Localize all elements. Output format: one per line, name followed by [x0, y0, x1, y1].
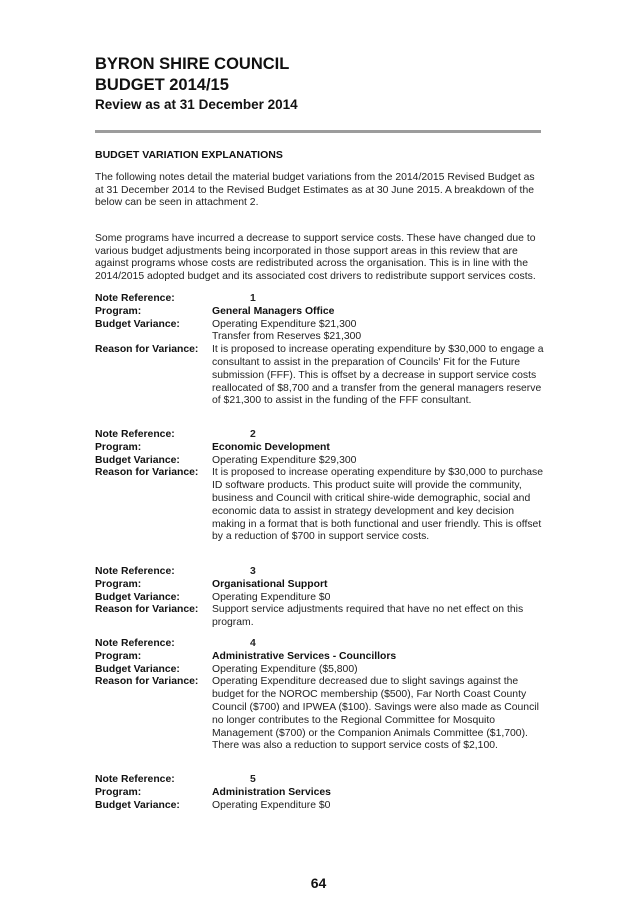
note-reference-label: Note Reference:: [95, 429, 175, 440]
budget-variance-label: Budget Variance:: [95, 663, 180, 675]
reason-label: Reason for Variance:: [95, 467, 199, 479]
note-reference-value: 5: [250, 774, 256, 785]
note-reference-label: Note Reference:: [95, 638, 175, 649]
reason-value: Operating Expenditure decreased due to slight savings against the budget for the NOROC membership ($500), Far North Coast County Council ($700) and IPWEA ($100). Savings were also made as Council no longer contributes to the Regional Committee for Mosquito Management ($700) or the Companion Animals Committee ($1,700). There was also a reduction to support service costs of $2,100.: [212, 676, 539, 752]
header-divider: [95, 130, 541, 133]
program-label: Program:: [95, 650, 142, 662]
program-value: Organisational Support: [212, 578, 328, 590]
variance-line: Operating Expenditure $21,300: [212, 318, 357, 330]
page-number: 64: [310, 875, 327, 891]
variation-note-2: [95, 429, 545, 544]
reason-value: It is proposed to increase operating expenditure by $30,000 to purchase ID software products. This product suite will provide the community, business and Council with critical shire-wide demographic, social and economic data to assist in strategy development and key decision making in a format that is both functional and user friendly. This is offset by a reduction of $700 in support service costs.: [212, 467, 543, 543]
variation-note-5: [95, 774, 545, 812]
reason-label: Reason for Variance:: [95, 344, 199, 356]
program-value: General Managers Office: [212, 305, 335, 317]
budget-variance-value: Operating Expenditure $0: [212, 799, 331, 811]
variation-note-4: [95, 638, 545, 753]
program-label: Program:: [95, 305, 142, 317]
variation-note-1: [95, 293, 545, 408]
budget-title: BUDGET 2014/15: [95, 76, 229, 94]
note-reference-label: Note Reference:: [95, 774, 175, 785]
budget-variance-label: Budget Variance:: [95, 318, 180, 330]
note-reference-value: 2: [250, 429, 256, 440]
support-costs-paragraph: Some programs have incurred a decrease to support service costs. These have changed due to various budget adjustments being incorporated in those support areas in this review that are against programs whose costs are redistributed across the organisation. This is in line with the 2014/2015 adopted budget and its associated cost drivers to redistribute support services costs.: [95, 233, 536, 283]
review-subtitle: Review as at 31 December 2014: [95, 97, 298, 112]
reason-value: Support service adjustments required that have no net effect on this program.: [212, 604, 524, 629]
program-value: Administration Services: [212, 786, 331, 798]
section-title: BUDGET VARIATION EXPLANATIONS: [95, 149, 283, 161]
reason-label: Reason for Variance:: [95, 676, 199, 688]
budget-variance-value: Operating Expenditure $0: [212, 591, 331, 603]
program-label: Program:: [95, 441, 142, 453]
note-reference-label: Note Reference:: [95, 293, 175, 304]
budget-variance-value: Operating Expenditure $29,300: [212, 454, 357, 466]
reason-value: It is proposed to increase operating expenditure by $30,000 to engage a consultant to assist in the preparation of Councils' Fit for the Future submission (FFF). This is offset by a decrease in support service costs reallocated of $8,700 and a transfer from the general managers reserve of $21,300 to assist in the funding of the FFF consultant.: [212, 344, 544, 407]
program-label: Program:: [95, 578, 142, 590]
program-label: Program:: [95, 786, 142, 798]
variation-note-3: [95, 566, 545, 630]
program-value: Administrative Services - Councillors: [212, 650, 397, 662]
budget-variance-label: Budget Variance:: [95, 591, 180, 603]
budget-variance-value: Operating Expenditure ($5,800): [212, 663, 358, 675]
budget-variance-label: Budget Variance:: [95, 799, 180, 811]
variance-line: Transfer from Reserves $21,300: [212, 331, 362, 343]
budget-variance-value: [212, 319, 545, 345]
note-reference-label: Note Reference:: [95, 566, 175, 577]
note-reference-value: 3: [250, 566, 256, 577]
note-reference-value: 1: [250, 293, 256, 304]
reason-label: Reason for Variance:: [95, 604, 199, 616]
note-reference-value: 4: [250, 638, 256, 649]
council-name: BYRON SHIRE COUNCIL: [95, 55, 290, 73]
budget-variance-label: Budget Variance:: [95, 454, 180, 466]
program-value: Economic Development: [212, 441, 330, 453]
intro-paragraph: The following notes detail the material budget variations from the 2014/2015 Revised Budget as at 31 December 2014 to the Revised Budget Estimates as at 30 June 2015. A breakdown of the below can be seen in attachment 2.: [95, 172, 535, 209]
